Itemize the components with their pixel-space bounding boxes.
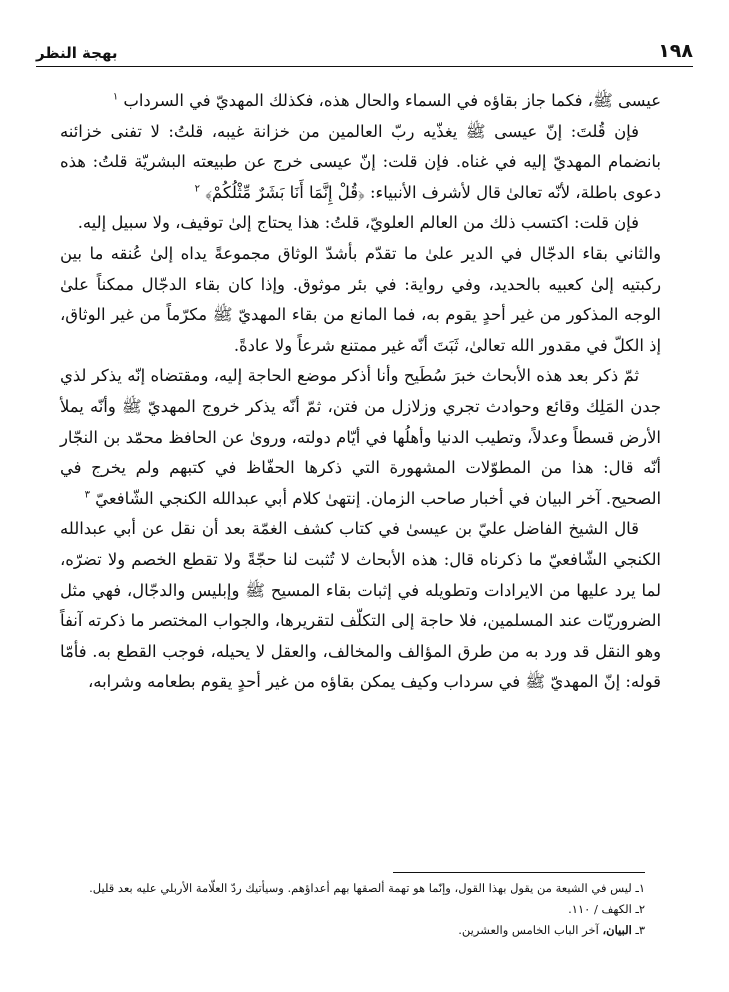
page-number: ١٩٨ <box>658 40 693 62</box>
running-title: بهجة النظر <box>36 44 118 62</box>
footnote-ref: ٢ <box>194 183 200 195</box>
paragraph-text: فإن قلت: اكتسب ذلك من العالم العلويّ، قلتُ: هذا يحتاج إلىٰ توقيف، ولا سبيل إليه. <box>77 213 639 233</box>
paragraph <box>60 86 661 117</box>
footnote-number: ١ـ <box>635 881 645 895</box>
paragraph <box>60 239 661 361</box>
paragraph-text: عيسى ﷺ، فكما جاز بقاؤه في السماء والحال هذه، فكذلك المهديّ في السرداب <box>123 91 661 110</box>
paragraph-text: قال الشيخ الفاضل عليّ بن عيسىٰ في كتاب كشف الغمّة بعد أن نقل عن أبي عبدالله الكنجي الشّافعيّ ما ذكرناه قال: هذه الأبحاث لا تُثبت لنا حجّةً ولا تقطع الخصم ولا تضرّه، لما يرد عليها من الايرادات وتطويله في إثبات بقاء المسيح ﷺ وإبليس والدجّال، فهي مثل الضروريّات عند المسلمين، فلا حاجة إلى التكلّف لتقريرها، والجواب المختصر ما ذكرته آنفاً وهو النقل قد ورد به من طرق المؤالف والمخالف، والعقل لا يحيله، فوجب القطع به. فأمّا قوله: إنّ المهديّ ﷺ في سرداب وكيف يمكن بقاؤه من غير أحدٍ يقوم بطعامه وشرابه، <box>60 519 661 692</box>
footnote-text: الكهف / ١١٠. <box>568 902 632 916</box>
footnote <box>72 899 645 920</box>
paragraph <box>60 117 661 209</box>
footnote-source: البيان، <box>602 923 632 937</box>
footnote-text: ليس في الشيعة من يقول بهذا القول، وإنّما هو تهمة ألصقها بهم أعداؤهم. وسيأتيك ردّ العلّامة الأربلي عليه بعد قليل. <box>89 881 632 895</box>
footnote-divider <box>393 872 645 873</box>
paragraph-text: والثاني بقاء الدجّال في الدير علىٰ ما تقدّم بأشدّ الوثاق مجموعةً يداه إلىٰ عُنقه ما بين ركبتيه إلىٰ كعبيه بالحديد، وفي رواية: في بئر موثوق. وإذا كان بقاء الدجّال ممكناً علىٰ الوجه المذكور من غير أحدٍ يقوم به، فما المانع من بقاء المهديّ ﷺ مكرّماً من غير الوثاق، إذ الكلّ في مقدور الله تعالىٰ، ثَبَتَ أنّه غير ممتنع شرعاً ولا عادةً. <box>60 243 661 355</box>
paragraph-text: ثمّ ذكر بعد هذه الأبحاث خبرَ سُطَيح وأنا أذكر موضع الحاجة إليه، ومقتضاه إنّه يذكر لذي جدن المَلِك وقائع وحوادث تجري وزلازل من فتن، ثمّ أنّه يذكر خروج المهديّ ﷺ وأنّه يملأ الأرض قسطاً وعدلاً، وتطيب الدنيا وأهلُها في أيّام دولته، وروىٰ عن الحافظ محمّد بن النجّار أنّه قال: هذا من المطوّلات المشهورة التي ذكرها الحفّاظ في كتبهم ولم يخرج في الصحيح. آخر البيان في أخبار صاحب الزمان. إنتهىٰ كلام أبي عبدالله الكنجي الشّافعيّ <box>60 366 661 508</box>
footnote-text: آخر الباب الخامس والعشرين. <box>458 923 599 937</box>
paragraph <box>60 361 661 514</box>
paragraph <box>60 514 661 698</box>
footnotes <box>72 878 645 941</box>
footnote <box>72 878 645 899</box>
footnote-ref: ١ <box>112 91 119 103</box>
paragraph <box>60 208 661 239</box>
footnote-ref: ٣ <box>84 489 90 501</box>
footnote-number: ٢ـ <box>635 902 645 916</box>
footnote-number: ٣ـ <box>635 923 645 937</box>
main-text <box>60 86 661 698</box>
paragraph-text: فإن قُلتَ: إنّ عيسى ﷺ يغذّيه ربّ العالمين من خزانة غيبه، قلتُ: لا تفنى خزائنه بانضمام المهديّ إليه في غناه. فإن قلت: إنّ عيسى خرج عن طبيعته البشريّة قلتُ: هذه دعوى باطلة، لأنّه تعالىٰ قال لأشرف الأنبياء: ﴿قُلْ إِنَّمَا أَنَا بَشَرٌ مِّثْلُكُمْ﴾ <box>60 121 661 202</box>
footnote <box>72 920 645 941</box>
page-header <box>36 30 693 67</box>
